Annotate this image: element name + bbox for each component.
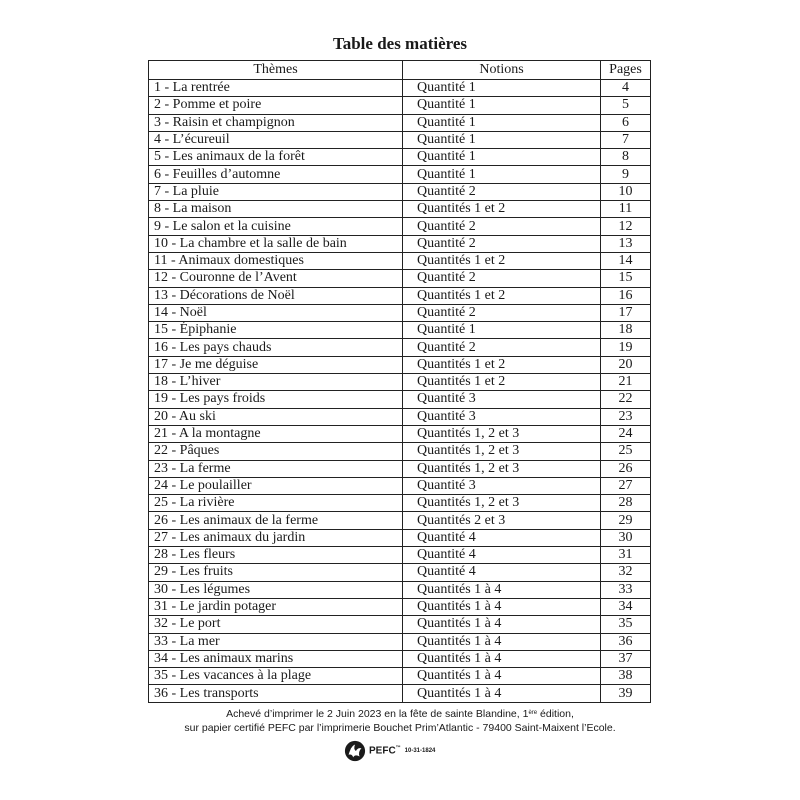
pefc-certification [344,740,435,762]
pefc-code: 10-31-1824 [404,748,436,754]
theme-cell: 17 - Je me déguise [149,356,403,373]
notion-cell: Quantités 1 à 4 [403,685,601,702]
notion-cell: Quantité 4 [403,547,601,564]
table-row [149,304,651,321]
table-row [149,270,651,287]
page-number-cell: 25 [601,443,651,460]
theme-cell: 16 - Les pays chauds [149,339,403,356]
notion-cell: Quantités 1 et 2 [403,252,601,269]
theme-cell: 32 - Le port [149,616,403,633]
pefc-label-text: PEFC [369,745,396,757]
theme-cell: 33 - La mer [149,633,403,650]
table-row [149,235,651,252]
notion-cell: Quantité 2 [403,235,601,252]
page-number-cell: 36 [601,633,651,650]
page-number-cell: 32 [601,564,651,581]
notion-cell: Quantité 1 [403,149,601,166]
page-number-cell: 31 [601,547,651,564]
table-row [149,287,651,304]
table-row [149,564,651,581]
theme-cell: 25 - La rivière [149,495,403,512]
table-row [149,252,651,269]
notion-cell: Quantités 1 et 2 [403,356,601,373]
theme-cell: 23 - La ferme [149,460,403,477]
page-number-cell: 27 [601,477,651,494]
theme-cell: 35 - Les vacances à la plage [149,668,403,685]
page-number-cell: 17 [601,304,651,321]
theme-cell: 26 - Les animaux de la ferme [149,512,403,529]
theme-cell: 21 - A la montagne [149,425,403,442]
notion-cell: Quantités 1, 2 et 3 [403,443,601,460]
notion-cell: Quantité 1 [403,114,601,131]
table-row [149,356,651,373]
notion-cell: Quantité 2 [403,339,601,356]
pefc-trademark: ™ [395,745,401,752]
theme-cell: 5 - Les animaux de la forêt [149,149,403,166]
colophon-line-1-end: édition, [537,708,574,720]
page-number-cell: 9 [601,166,651,183]
colophon-line-1 [0,707,800,721]
theme-cell: 18 - L’hiver [149,374,403,391]
theme-cell: 28 - Les fleurs [149,547,403,564]
table-row [149,668,651,685]
table-row [149,598,651,615]
notion-cell: Quantités 1 et 2 [403,201,601,218]
table-row [149,529,651,546]
page-number-cell: 18 [601,322,651,339]
table-header-row [149,61,651,80]
page-number-cell: 8 [601,149,651,166]
table-row [149,460,651,477]
page-number-cell: 21 [601,374,651,391]
page-number-cell: 6 [601,114,651,131]
header-themes: Thèmes [149,61,403,80]
page-number-cell: 12 [601,218,651,235]
notion-cell: Quantité 2 [403,304,601,321]
notion-cell: Quantités 1, 2 et 3 [403,495,601,512]
table-row [149,339,651,356]
page-number-cell: 11 [601,201,651,218]
theme-cell: 12 - Couronne de l’Avent [149,270,403,287]
theme-cell: 24 - Le poulailler [149,477,403,494]
notion-cell: Quantités 1 à 4 [403,650,601,667]
table-row [149,408,651,425]
table-row [149,633,651,650]
page-number-cell: 20 [601,356,651,373]
notion-cell: Quantités 1, 2 et 3 [403,460,601,477]
theme-cell: 14 - Noël [149,304,403,321]
notion-cell: Quantités 2 et 3 [403,512,601,529]
page-title: Table des matières [332,34,468,53]
table-row [149,166,651,183]
page-number-cell: 4 [601,80,651,97]
theme-cell: 1 - La rentrée [149,80,403,97]
notion-cell: Quantités 1 et 2 [403,287,601,304]
theme-cell: 29 - Les fruits [149,564,403,581]
colophon-line-1-text: Achevé d’imprimer le 2 Juin 2023 en la fête de sainte Blandine, 1 [226,708,529,720]
page-number-cell: 26 [601,460,651,477]
table-row [149,495,651,512]
page-number-cell: 19 [601,339,651,356]
notion-cell: Quantité 3 [403,477,601,494]
notion-cell: Quantité 2 [403,183,601,200]
notion-cell: Quantités 1 à 4 [403,598,601,615]
notion-cell: Quantité 4 [403,529,601,546]
page-number-cell: 16 [601,287,651,304]
theme-cell: 20 - Au ski [149,408,403,425]
page-number-cell: 35 [601,616,651,633]
notion-cell: Quantités 1 à 4 [403,633,601,650]
page-number-cell: 30 [601,529,651,546]
table-row [149,650,651,667]
page-number-cell: 33 [601,581,651,598]
table-row [149,443,651,460]
theme-cell: 15 - Épiphanie [149,322,403,339]
theme-cell: 10 - La chambre et la salle de bain [149,235,403,252]
edition-ordinal: ère [528,710,538,716]
table-row [149,477,651,494]
notion-cell: Quantité 1 [403,80,601,97]
colophon-line-2: sur papier certifié PEFC par l’imprimerie Bouchet Prim’Atlantic - 79400 Saint-Maixent l’Ecole. [184,722,616,734]
pefc-tree-logo-icon [344,740,366,762]
notion-cell: Quantité 1 [403,166,601,183]
header-pages: Pages [601,61,651,80]
notion-cell: Quantités 1, 2 et 3 [403,425,601,442]
table-row [149,80,651,97]
page-number-cell: 39 [601,685,651,702]
theme-cell: 9 - Le salon et la cuisine [149,218,403,235]
header-notions: Notions [403,61,601,80]
table-row [149,374,651,391]
table-row [149,114,651,131]
theme-cell: 36 - Les transports [149,685,403,702]
notion-cell: Quantité 3 [403,408,601,425]
table-row [149,547,651,564]
theme-cell: 22 - Pâques [149,443,403,460]
notion-cell: Quantités 1 à 4 [403,616,601,633]
notion-cell: Quantité 1 [403,322,601,339]
notion-cell: Quantité 2 [403,218,601,235]
page-number-cell: 34 [601,598,651,615]
table-row [149,149,651,166]
theme-cell: 3 - Raisin et champignon [149,114,403,131]
table-row [149,581,651,598]
table-row [149,183,651,200]
table-row [149,131,651,148]
table-row [149,425,651,442]
theme-cell: 27 - Les animaux du jardin [149,529,403,546]
table-row [149,322,651,339]
notion-cell: Quantité 3 [403,391,601,408]
page-number-cell: 29 [601,512,651,529]
pefc-label [369,745,401,756]
table-row [149,616,651,633]
theme-cell: 11 - Animaux domestiques [149,252,403,269]
notion-cell: Quantité 1 [403,97,601,114]
theme-cell: 13 - Décorations de Noël [149,287,403,304]
notion-cell: Quantité 1 [403,131,601,148]
page-number-cell: 28 [601,495,651,512]
notion-cell: Quantités 1 et 2 [403,374,601,391]
theme-cell: 6 - Feuilles d’automne [149,166,403,183]
page-number-cell: 22 [601,391,651,408]
page-number-cell: 15 [601,270,651,287]
page-number-cell: 13 [601,235,651,252]
page-number-cell: 10 [601,183,651,200]
notion-cell: Quantité 2 [403,270,601,287]
table-row [149,218,651,235]
notion-cell: Quantités 1 à 4 [403,581,601,598]
notion-cell: Quantité 4 [403,564,601,581]
theme-cell: 8 - La maison [149,201,403,218]
notion-cell: Quantités 1 à 4 [403,668,601,685]
theme-cell: 30 - Les légumes [149,581,403,598]
page-number-cell: 38 [601,668,651,685]
table-row [149,512,651,529]
theme-cell: 19 - Les pays froids [149,391,403,408]
theme-cell: 34 - Les animaux marins [149,650,403,667]
theme-cell: 2 - Pomme et poire [149,97,403,114]
table-row [149,391,651,408]
theme-cell: 7 - La pluie [149,183,403,200]
table-of-contents [148,60,651,703]
page-number-cell: 37 [601,650,651,667]
table-row [149,685,651,702]
page-number-cell: 24 [601,425,651,442]
page-number-cell: 5 [601,97,651,114]
table-row [149,97,651,114]
table-row [149,201,651,218]
table-body [149,80,651,703]
theme-cell: 31 - Le jardin potager [149,598,403,615]
theme-cell: 4 - L’écureuil [149,131,403,148]
page-number-cell: 14 [601,252,651,269]
printing-colophon [0,707,800,735]
page-number-cell: 7 [601,131,651,148]
page-number-cell: 23 [601,408,651,425]
